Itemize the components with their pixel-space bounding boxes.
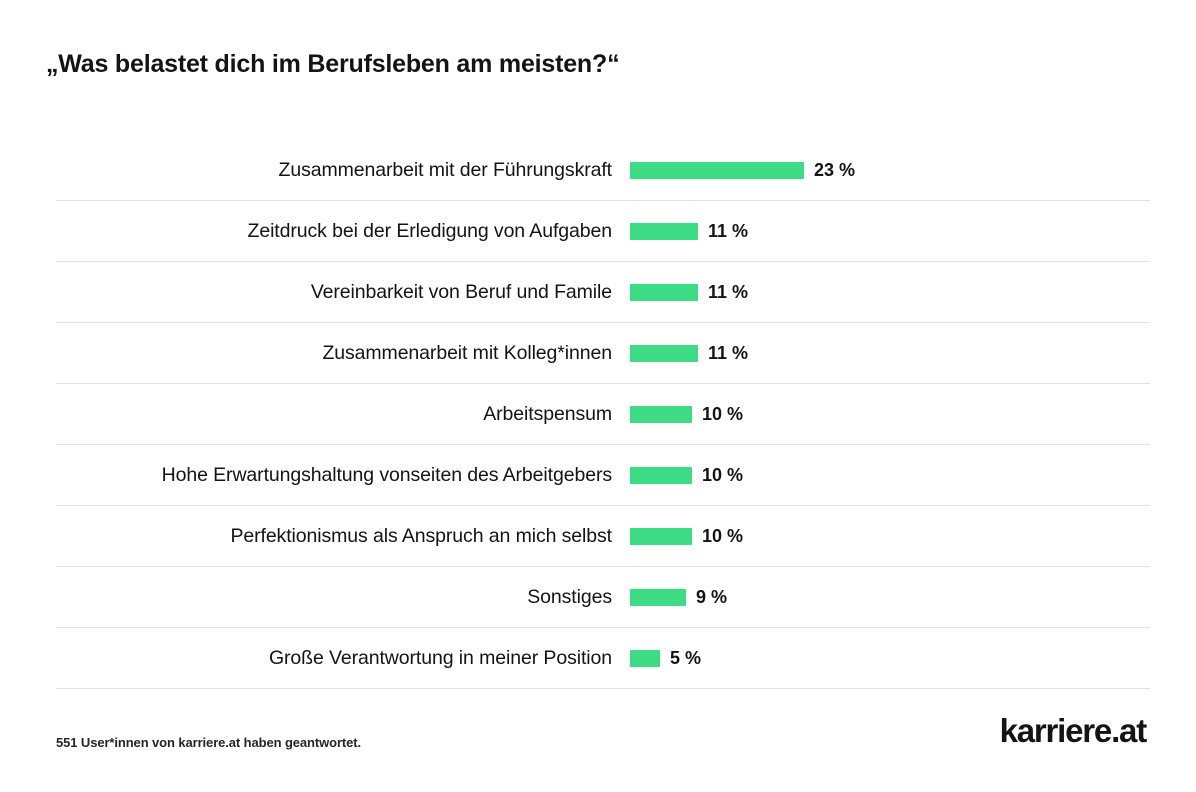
chart-row: [56, 567, 1150, 628]
bar: [630, 467, 692, 484]
bar-category-label: Arbeitspensum: [483, 402, 612, 425]
bar-value-label: 5 %: [670, 647, 702, 668]
bar-value-label: 11 %: [708, 281, 749, 302]
page-title: „Was belastet dich im Berufsleben am meisten?“: [46, 50, 620, 78]
bar-chart: [56, 140, 1150, 689]
bar-container: [630, 221, 1150, 242]
bar-container: [630, 648, 1150, 669]
bar: [630, 162, 804, 179]
chart-footnote: 551 User*innen von karriere.at haben geantwortet.: [56, 735, 362, 750]
chart-row: [56, 506, 1150, 567]
bar-category-label: Zusammenarbeit mit der Führungskraft: [278, 158, 612, 181]
bar-container: [630, 587, 1150, 608]
chart-row: [56, 323, 1150, 384]
bar-container: [630, 160, 1150, 181]
bar-value-label: 11 %: [708, 342, 749, 363]
bar-category-label: Zusammenarbeit mit Kolleg*innen: [322, 341, 612, 364]
bar: [630, 528, 692, 545]
chart-row: [56, 140, 1150, 201]
chart-row: [56, 201, 1150, 262]
bar-container: [630, 404, 1150, 425]
bar-category-label: Perfektionismus als Anspruch an mich selbst: [230, 524, 612, 547]
brand-logo: karriere.at: [999, 712, 1146, 749]
bar-container: [630, 343, 1150, 364]
chart-row: [56, 628, 1150, 689]
bar: [630, 406, 692, 423]
bar-category-label: Vereinbarkeit von Beruf und Famile: [310, 280, 612, 303]
bar-value-label: 10 %: [702, 403, 744, 424]
bar-container: [630, 465, 1150, 486]
bar-container: [630, 282, 1150, 303]
bar: [630, 345, 698, 362]
bar-category-label: Sonstiges: [527, 585, 612, 608]
bar-value-label: 23 %: [814, 159, 856, 180]
chart-row: [56, 445, 1150, 506]
chart-row: [56, 384, 1150, 445]
bar: [630, 650, 660, 667]
bar-value-label: 10 %: [702, 525, 744, 546]
bar-value-label: 10 %: [702, 464, 744, 485]
bar: [630, 284, 698, 301]
bar-category-label: Hohe Erwartungshaltung vonseiten des Arbeitgebers: [161, 463, 612, 486]
bar-category-label: Zeitdruck bei der Erledigung von Aufgaben: [247, 219, 612, 242]
bar: [630, 223, 698, 240]
chart-row: [56, 262, 1150, 323]
bar-category-label: Große Verantwortung in meiner Position: [268, 646, 612, 669]
bar-value-label: 11 %: [708, 220, 749, 241]
bar: [630, 589, 686, 606]
bar-container: [630, 526, 1150, 547]
bar-value-label: 9 %: [696, 586, 728, 607]
